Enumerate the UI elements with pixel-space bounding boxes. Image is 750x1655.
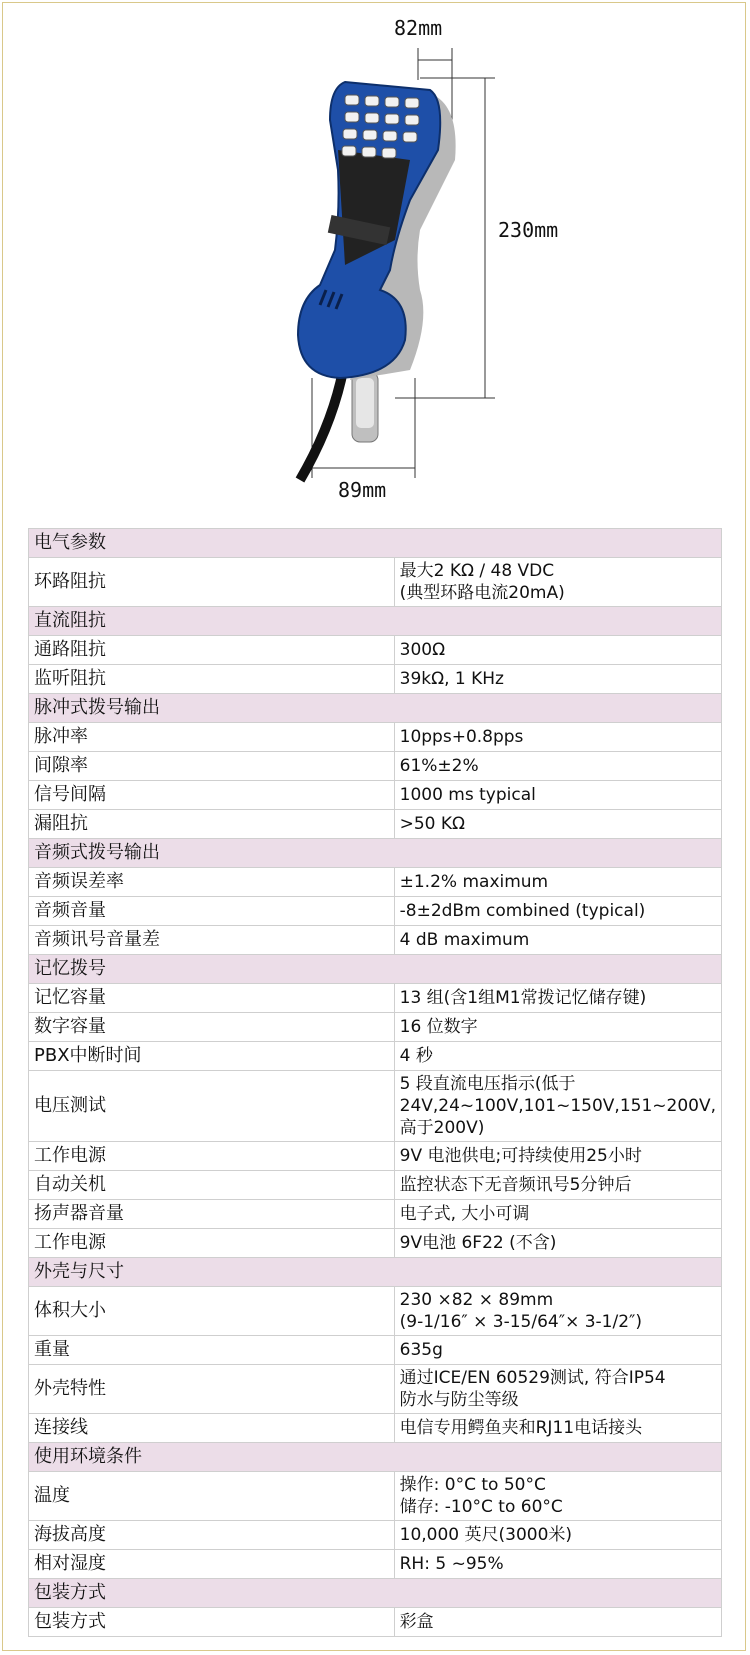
spec-value: 13 组(含1组M1常拨记忆储存键) <box>394 984 721 1013</box>
product-image-area <box>0 0 750 520</box>
spec-value: 5 段直流电压指示(低于 24V,24~100V,101~150V,151~200V, 高于200V) <box>394 1071 721 1142</box>
spec-label: 温度 <box>29 1472 395 1521</box>
spec-value: 电子式, 大小可调 <box>394 1200 721 1229</box>
spec-value: RH: 5 ~95% <box>394 1550 721 1579</box>
spec-label: 音频音量 <box>29 897 395 926</box>
spec-section-title: 包装方式 <box>29 1579 722 1608</box>
spec-row <box>29 1472 722 1521</box>
spec-label: 音频误差率 <box>29 868 395 897</box>
spec-row <box>29 1229 722 1258</box>
spec-row <box>29 723 722 752</box>
spec-row <box>29 926 722 955</box>
spec-row <box>29 1142 722 1171</box>
height-dimension-label: 230mm <box>498 218 559 242</box>
spec-label: 漏阻抗 <box>29 810 395 839</box>
spec-row <box>29 984 722 1013</box>
spec-section-title: 记忆拨号 <box>29 955 722 984</box>
spec-row <box>29 868 722 897</box>
spec-section-row <box>29 1443 722 1472</box>
spec-section-title: 直流阻抗 <box>29 607 722 636</box>
spec-row <box>29 1365 722 1414</box>
spec-row <box>29 1042 722 1071</box>
spec-label: 音频讯号音量差 <box>29 926 395 955</box>
spec-label: 重量 <box>29 1336 395 1365</box>
spec-value: 16 位数字 <box>394 1013 721 1042</box>
spec-label: 信号间隔 <box>29 781 395 810</box>
spec-value: 监控状态下无音频讯号5分钟后 <box>394 1171 721 1200</box>
spec-section-title: 脉冲式拨号输出 <box>29 694 722 723</box>
spec-value: 4 秒 <box>394 1042 721 1071</box>
spec-value: 9V 电池供电;可持续使用25小时 <box>394 1142 721 1171</box>
depth-dimension-label: 89mm <box>338 478 387 502</box>
spec-value: ±1.2% maximum <box>394 868 721 897</box>
spec-row <box>29 636 722 665</box>
spec-value: 39kΩ, 1 KHz <box>394 665 721 694</box>
spec-row <box>29 810 722 839</box>
spec-value: 4 dB maximum <box>394 926 721 955</box>
spec-row <box>29 1336 722 1365</box>
spec-row <box>29 1414 722 1443</box>
spec-label: 体积大小 <box>29 1287 395 1336</box>
spec-section-title: 音频式拨号输出 <box>29 839 722 868</box>
spec-label: 包装方式 <box>29 1608 395 1637</box>
spec-section-title: 电气参数 <box>29 529 722 558</box>
spec-row <box>29 1608 722 1637</box>
spec-row <box>29 1171 722 1200</box>
width-dimension-label: 82mm <box>394 16 443 40</box>
spec-label: 工作电源 <box>29 1142 395 1171</box>
spec-value: 彩盒 <box>394 1608 721 1637</box>
spec-label: 扬声器音量 <box>29 1200 395 1229</box>
test-handset-illustration <box>0 0 750 520</box>
spec-row <box>29 1071 722 1142</box>
spec-label: 连接线 <box>29 1414 395 1443</box>
spec-label: 通路阻抗 <box>29 636 395 665</box>
spec-label: 间隙率 <box>29 752 395 781</box>
spec-label: 脉冲率 <box>29 723 395 752</box>
spec-label: 海拔高度 <box>29 1521 395 1550</box>
spec-row <box>29 752 722 781</box>
spec-value: 61%±2% <box>394 752 721 781</box>
spec-value: 操作: 0°C to 50°C 储存: -10°C to 60°C <box>394 1472 721 1521</box>
spec-value: 电信专用鳄鱼夹和RJ11电话接头 <box>394 1414 721 1443</box>
spec-row <box>29 1550 722 1579</box>
spec-label: 工作电源 <box>29 1229 395 1258</box>
spec-section-row <box>29 607 722 636</box>
spec-value: 通过ICE/EN 60529测试, 符合IP54 防水与防尘等级 <box>394 1365 721 1414</box>
spec-value: 300Ω <box>394 636 721 665</box>
spec-value: -8±2dBm combined (typical) <box>394 897 721 926</box>
spec-value: 230 ×82 × 89mm (9-1/16″ × 3-15/64″× 3-1/2″) <box>394 1287 721 1336</box>
spec-row <box>29 1521 722 1550</box>
spec-row <box>29 1013 722 1042</box>
spec-table <box>28 528 722 1637</box>
spec-row <box>29 781 722 810</box>
spec-value: 最大2 KΩ / 48 VDC (典型环路电流20mA) <box>394 558 721 607</box>
spec-section-row <box>29 694 722 723</box>
alligator-clip <box>352 372 378 442</box>
spec-value: 10,000 英尺(3000米) <box>394 1521 721 1550</box>
spec-row <box>29 1200 722 1229</box>
spec-value: 635g <box>394 1336 721 1365</box>
spec-section-title: 使用环境条件 <box>29 1443 722 1472</box>
spec-section-title: 外壳与尺寸 <box>29 1258 722 1287</box>
spec-label: 外壳特性 <box>29 1365 395 1414</box>
spec-label: 环路阻抗 <box>29 558 395 607</box>
spec-label: 监听阻抗 <box>29 665 395 694</box>
spec-label: 电压测试 <box>29 1071 395 1142</box>
spec-row <box>29 1287 722 1336</box>
spec-table-body <box>29 529 722 1637</box>
spec-label: PBX中断时间 <box>29 1042 395 1071</box>
spec-label: 相对湿度 <box>29 1550 395 1579</box>
spec-section-row <box>29 1258 722 1287</box>
spec-value: 10pps+0.8pps <box>394 723 721 752</box>
spec-section-row <box>29 955 722 984</box>
spec-value: >50 KΩ <box>394 810 721 839</box>
spec-row <box>29 558 722 607</box>
spec-label: 数字容量 <box>29 1013 395 1042</box>
spec-section-row <box>29 839 722 868</box>
spec-value: 1000 ms typical <box>394 781 721 810</box>
spec-value: 9V电池 6F22 (不含) <box>394 1229 721 1258</box>
spec-section-row <box>29 1579 722 1608</box>
spec-row <box>29 897 722 926</box>
spec-label: 自动关机 <box>29 1171 395 1200</box>
spec-label: 记忆容量 <box>29 984 395 1013</box>
spec-row <box>29 665 722 694</box>
spec-section-row <box>29 529 722 558</box>
